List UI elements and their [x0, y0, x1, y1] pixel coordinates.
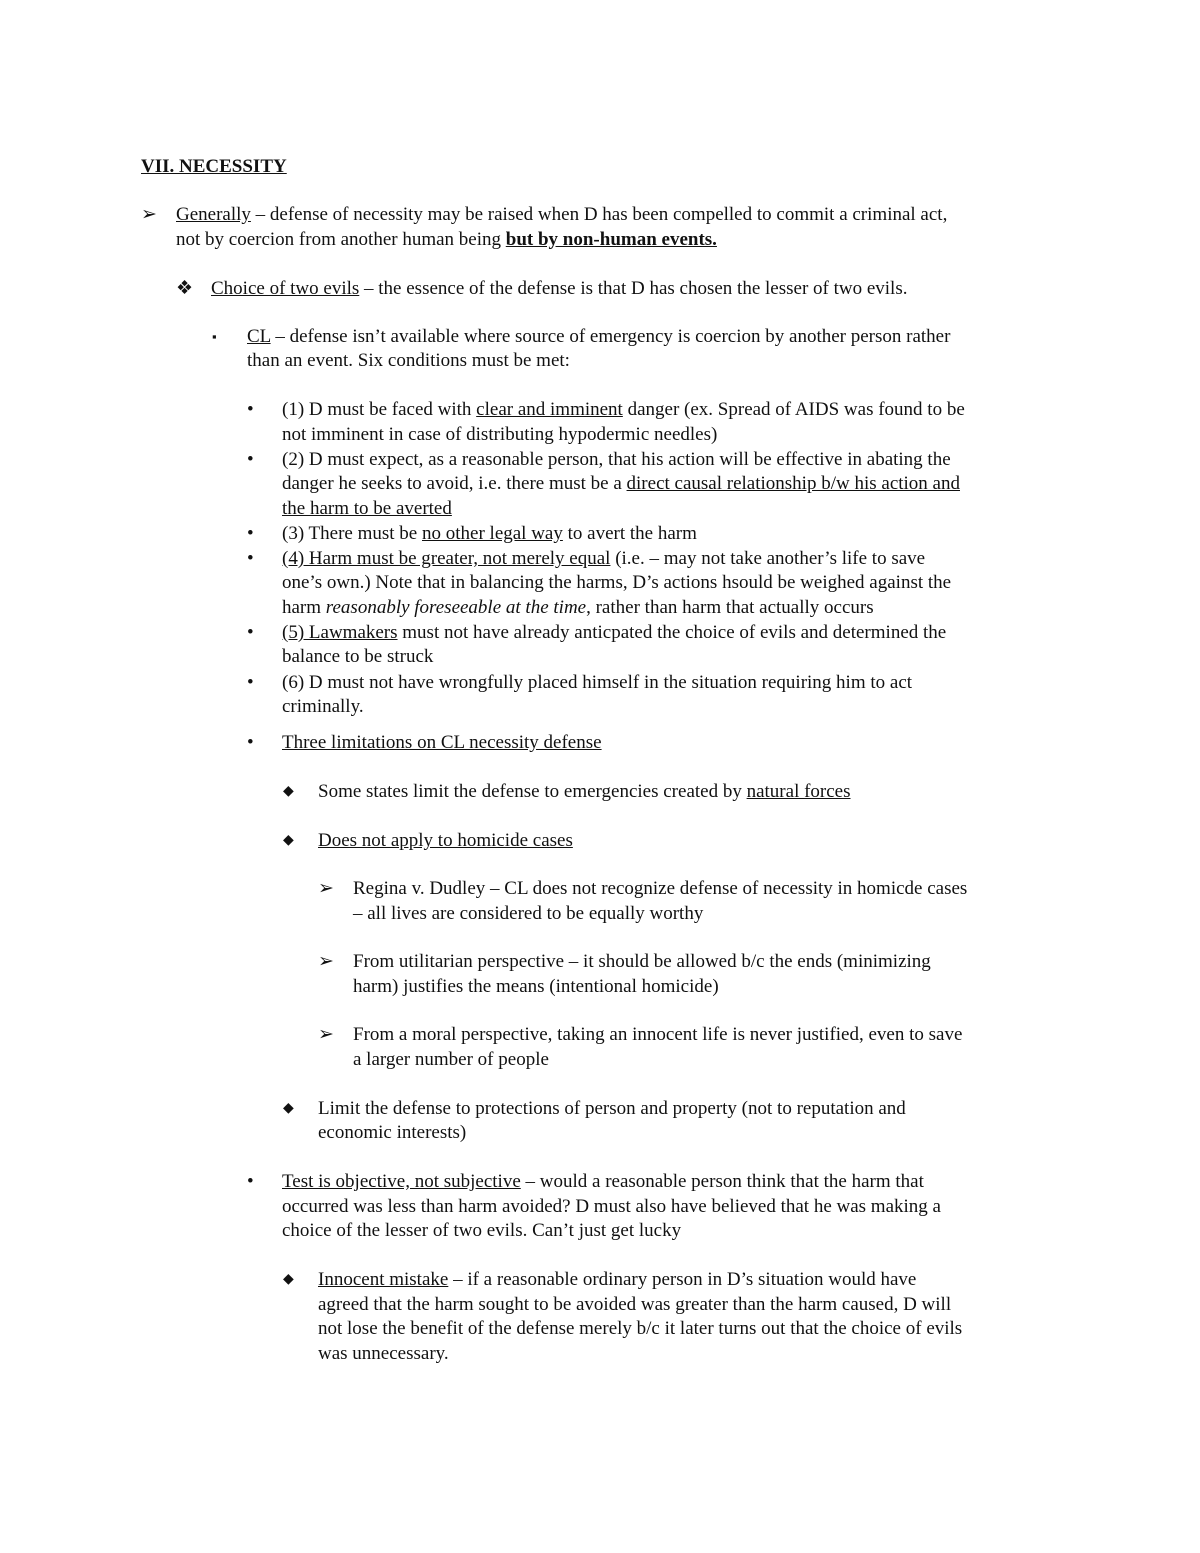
- condition-2-text-a: danger he seeks to avoid, i.e. there must be a: [282, 473, 627, 494]
- cl-line-1: [247, 325, 950, 349]
- condition-6-line-1: (6) D must not have wrongfully placed himself in the situation requiring him to act: [282, 672, 913, 693]
- condition-1-underlined: clear and imminent: [476, 399, 623, 420]
- dot-bullet-icon: •: [247, 449, 254, 470]
- mistake-line-4: was unnecessary.: [318, 1343, 449, 1364]
- limitation-1-underlined: natural forces: [746, 781, 851, 802]
- condition-4-line-2: one’s own.) Note that in balancing the harms, D’s actions hsould be weighed against the: [282, 572, 952, 593]
- dot-bullet-icon: •: [247, 732, 254, 753]
- choice-text: – the essence of the defense is that D has chosen the lesser of two evils.: [359, 278, 908, 299]
- condition-3-text-b: to avert the harm: [562, 523, 697, 544]
- diamond-bullet-icon: ◆: [283, 1101, 294, 1116]
- condition-5-line-2: balance to be struck: [282, 646, 434, 667]
- limitation-2-line: Does not apply to homicide cases: [318, 830, 573, 851]
- condition-2-line-2: [282, 472, 960, 496]
- limitations-heading: Three limitations on CL necessity defense: [282, 732, 602, 753]
- dot-bullet-icon: •: [247, 399, 254, 420]
- mistake-line-1: [318, 1268, 916, 1292]
- dudley-line-1: Regina v. Dudley – CL does not recognize defense of necessity in homicde cases: [353, 878, 968, 899]
- choice-line: [211, 277, 907, 301]
- test-text-1: – would a reasonable person think that the harm that: [520, 1171, 924, 1192]
- condition-3-text-a: (3) There must be: [282, 523, 422, 544]
- limitation-1-text: Some states limit the defense to emergencies created by: [318, 781, 747, 802]
- condition-4-text-d: , rather than harm that actually occurs: [586, 597, 874, 618]
- mistake-line-2: agreed that the harm sought to be avoided was greater than the harm caused, D will: [318, 1294, 952, 1315]
- condition-2-line-1: (2) D must expect, as a reasonable person, that his action will be effective in abating the: [282, 449, 951, 470]
- section-heading: VII. NECESSITY: [141, 156, 287, 177]
- mistake-line-3: not lose the benefit of the defense merely b/c it later turns out that the choice of evils: [318, 1318, 963, 1339]
- generally-label: Generally: [176, 204, 251, 225]
- square-bullet-icon: ▪: [212, 329, 217, 344]
- generally-line-2: [176, 228, 717, 252]
- generally-text-1: – defense of necessity may be raised when D has been compelled to commit a criminal act,: [250, 204, 948, 225]
- dot-bullet-icon: •: [247, 548, 254, 569]
- condition-1-text-a: (1) D must be faced with: [282, 399, 477, 420]
- generally-line-1: [176, 203, 947, 227]
- limitation-1-line: [318, 780, 851, 804]
- limitation-3-line-1: Limit the defense to protections of person and property (not to reputation and: [318, 1098, 906, 1119]
- cl-line-2: than an event. Six conditions must be met:: [247, 350, 570, 371]
- dot-bullet-icon: •: [247, 1171, 254, 1192]
- condition-4-line-3: [282, 596, 874, 620]
- condition-6-line-2: criminally.: [282, 696, 364, 717]
- condition-4-text-c: harm: [282, 597, 326, 618]
- four-diamond-bullet-icon: ❖: [176, 278, 194, 299]
- diamond-bullet-icon: ◆: [283, 784, 294, 799]
- moral-line-1: From a moral perspective, taking an innocent life is never justified, even to save: [353, 1024, 963, 1045]
- utilitarian-line-1: From utilitarian perspective – it should be allowed b/c the ends (minimizing: [353, 951, 931, 972]
- test-line-1: [282, 1170, 924, 1194]
- diamond-bullet-icon: ◆: [283, 1272, 294, 1287]
- arrow-bullet-icon: ➢: [141, 204, 157, 225]
- test-line-2: occurred was less than harm avoided? D must also have believed that he was making a: [282, 1196, 941, 1217]
- generally-emphasis: but by non-human events.: [505, 229, 717, 250]
- condition-5-underlined: (5) Lawmakers: [282, 622, 398, 643]
- condition-5-text-b: must not have already anticpated the choice of evils and determined the: [397, 622, 947, 643]
- condition-3-line: [282, 522, 697, 546]
- condition-4-underlined: (4) Harm must be greater, not merely equal: [282, 548, 611, 569]
- arrow-bullet-icon: ➢: [318, 1024, 334, 1045]
- choice-label: Choice of two evils: [211, 278, 360, 299]
- arrow-bullet-icon: ➢: [318, 878, 334, 899]
- condition-4-line-1: [282, 547, 925, 571]
- condition-2-line-3: the harm to be averted: [282, 498, 452, 519]
- condition-4-text-b: (i.e. – may not take another’s life to save: [610, 548, 926, 569]
- cl-text-1: – defense isn’t available where source of emergency is coercion by another person rather: [270, 326, 951, 347]
- condition-4-italic: reasonably foreseeable at the time: [325, 597, 587, 618]
- mistake-label: Innocent mistake: [318, 1269, 449, 1290]
- generally-text-2: not by coercion from another human being: [176, 229, 506, 250]
- limitation-3-line-2: economic interests): [318, 1122, 467, 1143]
- test-line-3: choice of the lesser of two evils. Can’t just get lucky: [282, 1220, 682, 1241]
- condition-3-underlined: no other legal way: [422, 523, 563, 544]
- mistake-text-1: – if a reasonable ordinary person in D’s situation would have: [448, 1269, 917, 1290]
- dot-bullet-icon: •: [247, 523, 254, 544]
- dudley-line-2: – all lives are considered to be equally worthy: [353, 903, 704, 924]
- condition-5-line-1: [282, 621, 946, 645]
- diamond-bullet-icon: ◆: [283, 833, 294, 848]
- moral-line-2: a larger number of people: [353, 1049, 549, 1070]
- condition-1-line-1: [282, 398, 965, 422]
- cl-label: CL: [247, 326, 271, 347]
- test-label: Test is objective, not subjective: [282, 1171, 521, 1192]
- arrow-bullet-icon: ➢: [318, 951, 334, 972]
- dot-bullet-icon: •: [247, 622, 254, 643]
- condition-2-underlined: direct causal relationship b/w his action and: [626, 473, 960, 494]
- utilitarian-line-2: harm) justifies the means (intentional homicide): [353, 976, 719, 997]
- dot-bullet-icon: •: [247, 672, 254, 693]
- condition-1-line-2: not imminent in case of distributing hypodermic needles): [282, 424, 718, 445]
- condition-1-text-b: danger (ex. Spread of AIDS was found to be: [622, 399, 965, 420]
